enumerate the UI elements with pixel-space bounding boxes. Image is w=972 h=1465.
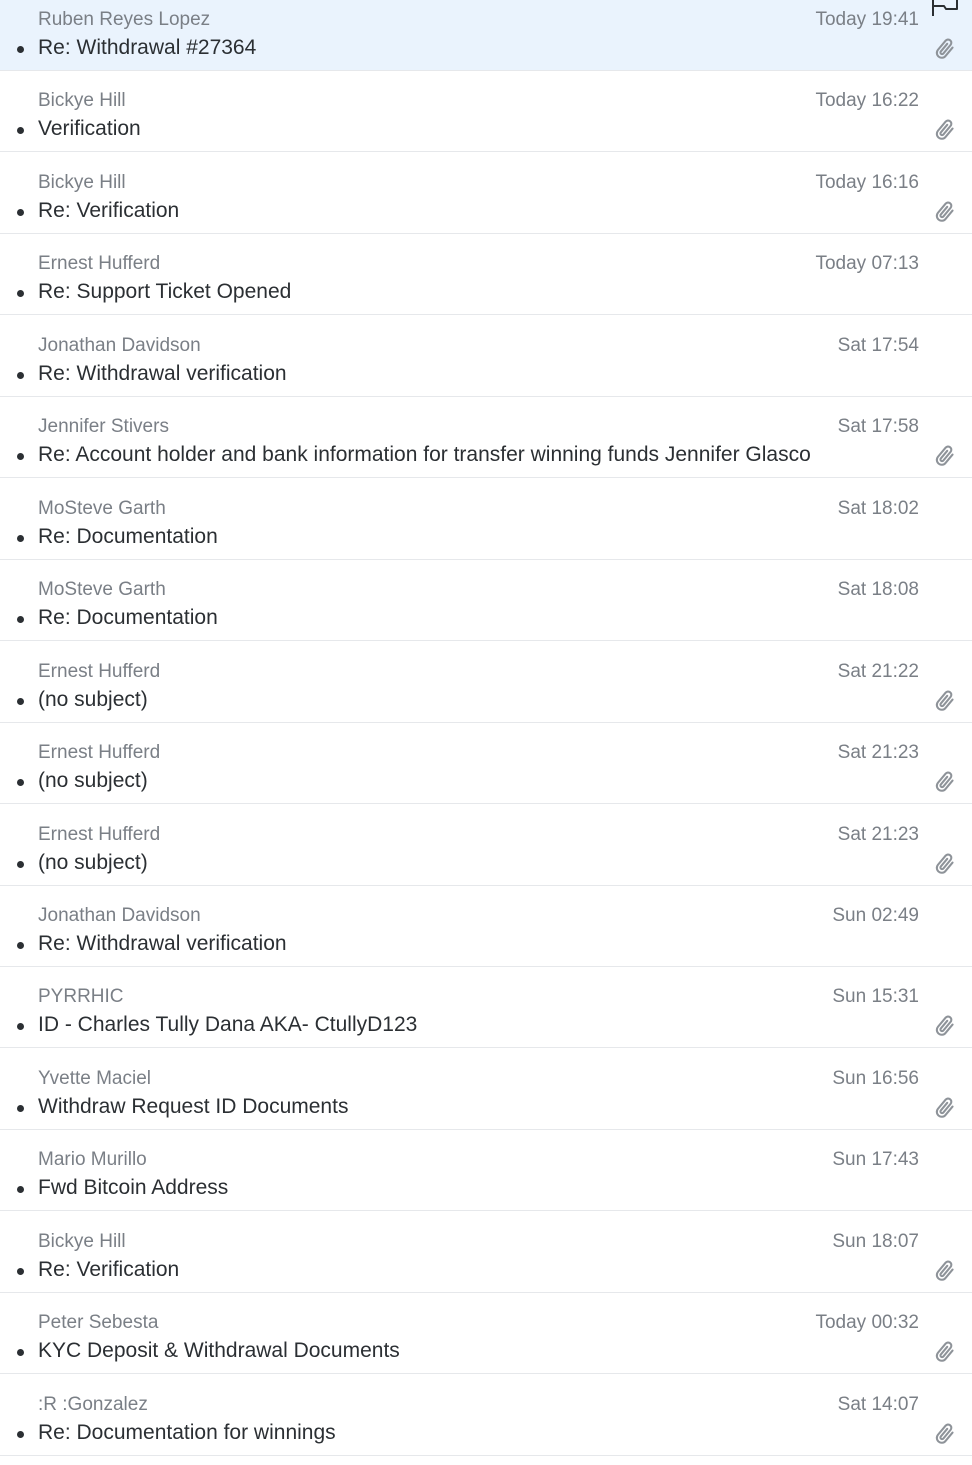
paperclip-icon (932, 1257, 958, 1285)
message-row[interactable] (0, 1131, 972, 1211)
message-row[interactable] (0, 235, 972, 315)
message-subject: (no subject) (38, 769, 148, 793)
message-sender: MoSteve Garth (38, 579, 166, 601)
paperclip-icon (932, 768, 958, 796)
message-subject: Re: Withdrawal verification (38, 361, 287, 385)
message-subject: Re: Verification (38, 198, 180, 222)
paperclip-icon (932, 198, 958, 226)
message-sender: PYRRHIC (38, 986, 124, 1008)
message-sender: Ruben Reyes Lopez (38, 9, 211, 30)
message-date: Sat 21:22 (837, 660, 919, 682)
message-sender: Ernest Hufferd (38, 823, 161, 845)
unread-dot (17, 1105, 24, 1112)
message-sender: Ernest Hufferd (38, 660, 161, 682)
message-row[interactable] (0, 643, 972, 723)
message-sender: Jonathan Davidson (38, 904, 201, 926)
message-sender: Ernest Hufferd (38, 742, 161, 764)
message-date: Today 16:16 (815, 171, 919, 193)
unread-dot (17, 698, 24, 705)
message-sender: Jonathan Davidson (38, 334, 201, 356)
unread-dot (17, 616, 24, 623)
paperclip-icon (932, 116, 958, 144)
message-date: Sat 17:54 (837, 334, 919, 356)
unread-dot (17, 46, 24, 53)
paperclip-icon (932, 1338, 958, 1366)
paperclip-icon (932, 1012, 958, 1040)
paperclip-icon (932, 35, 958, 63)
message-subject: Re: Withdrawal verification (38, 931, 287, 955)
message-row[interactable] (0, 1294, 972, 1374)
message-sender: :R :Gonzalez (38, 1393, 148, 1415)
message-date: Sat 18:08 (837, 579, 919, 601)
message-date: Sun 16:56 (832, 1067, 919, 1089)
message-subject: Re: Withdrawal #27364 (38, 36, 257, 59)
unread-dot (17, 1023, 24, 1030)
message-sender: Yvette Maciel (38, 1067, 151, 1089)
message-row[interactable] (0, 154, 972, 234)
unread-dot (17, 372, 24, 379)
message-row[interactable] (0, 1050, 972, 1130)
message-sender: Jennifer Stivers (38, 416, 169, 438)
message-subject: Re: Account holder and bank information for transfer winning funds Jennifer Glasco (38, 443, 811, 467)
message-subject: Re: Documentation for winnings (38, 1420, 336, 1444)
unread-dot (17, 779, 24, 786)
unread-dot (17, 1186, 24, 1193)
message-date: Sun 17:43 (832, 1149, 919, 1171)
message-subject: Fwd Bitcoin Address (38, 1176, 229, 1200)
message-row[interactable] (0, 0, 972, 71)
paperclip-icon (932, 850, 958, 878)
message-sender: Peter Sebesta (38, 1312, 159, 1334)
flag-icon[interactable] (930, 0, 960, 17)
unread-dot (17, 1349, 24, 1356)
paperclip-icon (932, 442, 958, 470)
message-row[interactable] (0, 317, 972, 397)
message-sender: Ernest Hufferd (38, 253, 161, 275)
message-subject: Re: Documentation (38, 524, 218, 548)
message-sender: Bickye Hill (38, 171, 126, 193)
paperclip-icon (932, 1094, 958, 1122)
unread-dot (17, 861, 24, 868)
message-date: Sat 18:02 (837, 497, 919, 519)
unread-dot (17, 535, 24, 542)
message-row[interactable] (0, 480, 972, 560)
message-subject: ID - Charles Tully Dana AKA- CtullyD123 (38, 1013, 418, 1037)
message-date: Sat 14:07 (837, 1393, 919, 1415)
message-date: Sun 02:49 (832, 904, 919, 926)
message-sender: Bickye Hill (38, 90, 126, 112)
message-date: Sat 21:23 (837, 823, 919, 845)
message-row[interactable] (0, 1213, 972, 1293)
message-subject: Re: Documentation (38, 606, 218, 630)
message-row[interactable] (0, 72, 972, 152)
unread-dot (17, 209, 24, 216)
message-subject: (no subject) (38, 687, 148, 711)
message-subject: Re: Verification (38, 1257, 180, 1281)
unread-dot (17, 290, 24, 297)
message-date: Today 16:22 (815, 90, 919, 112)
message-row[interactable] (0, 1376, 972, 1456)
message-date: Sun 18:07 (832, 1230, 919, 1252)
message-date: Sun 15:31 (832, 986, 919, 1008)
message-subject: KYC Deposit & Withdrawal Documents (38, 1339, 400, 1363)
message-row[interactable] (0, 887, 972, 967)
unread-dot (17, 127, 24, 134)
message-subject: Withdraw Request ID Documents (38, 1094, 349, 1118)
message-sender: MoSteve Garth (38, 497, 166, 519)
paperclip-icon (932, 1420, 958, 1448)
message-date: Sat 17:58 (837, 416, 919, 438)
message-date: Today 19:41 (815, 9, 919, 30)
message-subject: Verification (38, 117, 141, 141)
message-subject: Re: Support Ticket Opened (38, 280, 292, 304)
unread-dot (17, 1431, 24, 1438)
unread-dot (17, 1268, 24, 1275)
message-sender: Mario Murillo (38, 1149, 147, 1171)
message-date: Today 07:13 (815, 253, 919, 275)
message-row[interactable] (0, 398, 972, 478)
unread-dot (17, 453, 24, 460)
message-sender: Bickye Hill (38, 1230, 126, 1252)
message-subject: (no subject) (38, 850, 148, 874)
message-date: Today 00:32 (815, 1312, 919, 1334)
message-row[interactable] (0, 724, 972, 804)
unread-dot (17, 942, 24, 949)
message-row[interactable] (0, 561, 972, 641)
paperclip-icon (932, 687, 958, 715)
message-row[interactable] (0, 968, 972, 1048)
message-row[interactable] (0, 806, 972, 886)
message-date: Sat 21:23 (837, 742, 919, 764)
